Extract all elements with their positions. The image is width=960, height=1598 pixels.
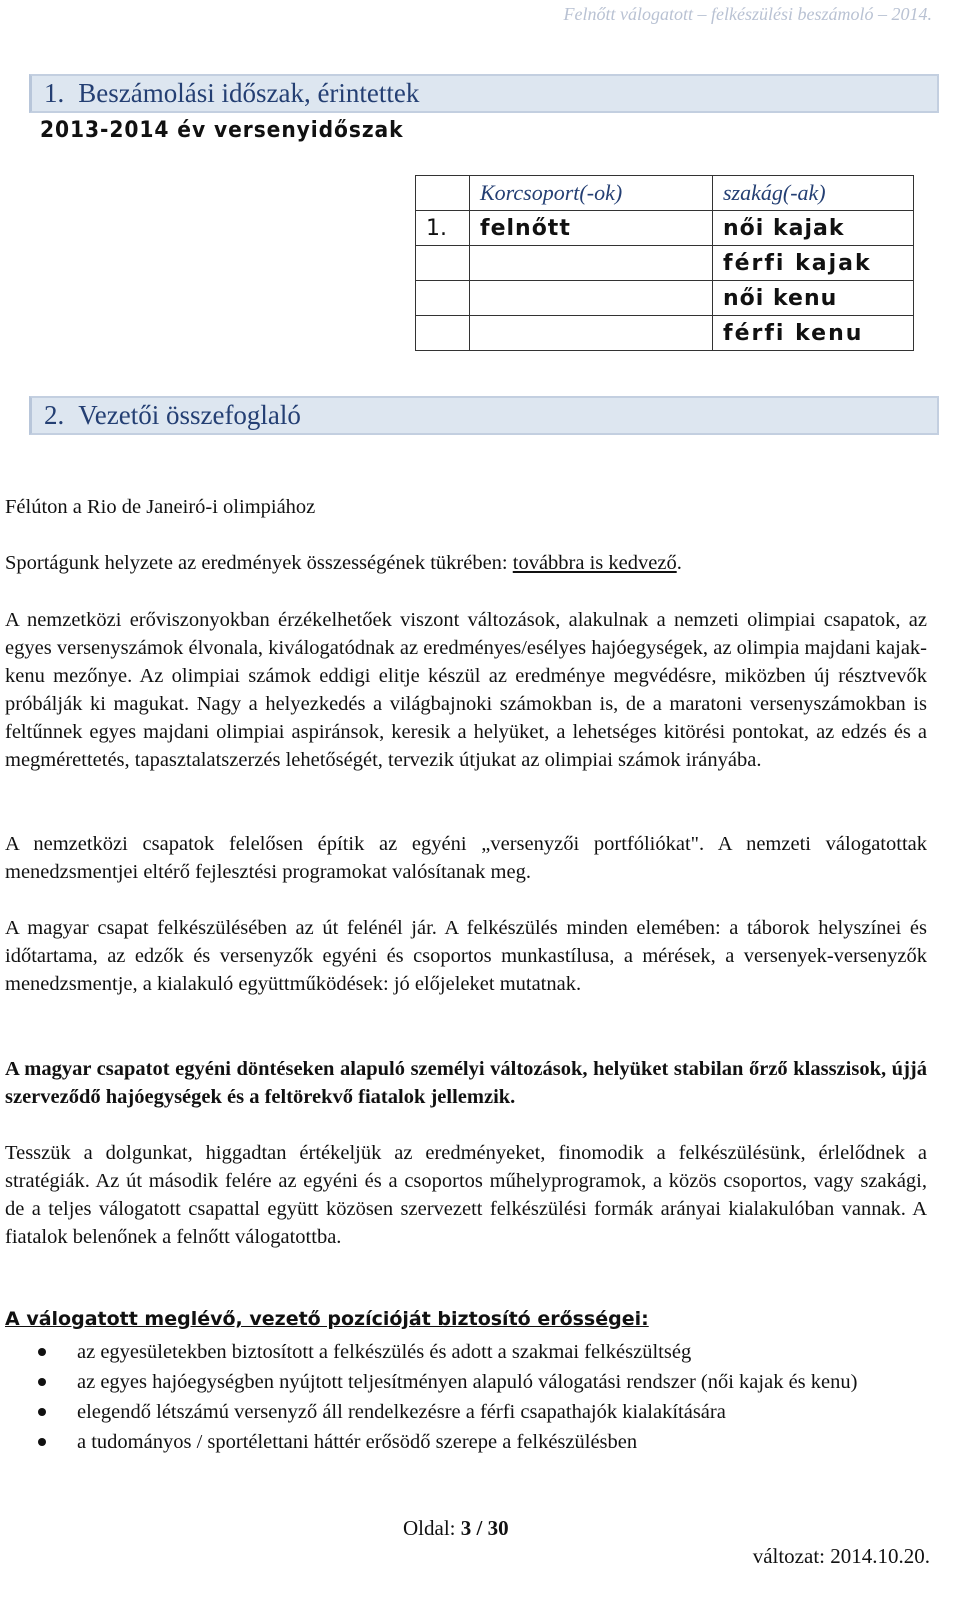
table-cell (416, 246, 470, 281)
section-number: 1. (44, 78, 65, 108)
strengths-list (0, 1338, 930, 1458)
table-header-cell: Korcsoport(-ok) (470, 176, 713, 211)
table-header-row (416, 176, 914, 211)
list-item-text: az egyes hajóegységben nyújtott teljesítményen alapuló válogatási rendszer (női kajak és kenu) (77, 1371, 858, 1393)
table-cell (416, 281, 470, 316)
paragraph-strategy: Tesszük a dolgunkat, higgadtan értékeljük az eredményeket, finomodik a felkészülésünk, érlelődnek a stratégiák. Az út második felére az egyéni és a csoportos műhelyprogramok, a közös csoportos, vagy szakági, de a teljes válogatott csapattal együtt közösen szervezett felkészülési formák arányai kialakulóban vannak. A fiatalok belenőnek a felnőtt válogatottba. (5, 1142, 927, 1248)
paragraph-preparation: A magyar csapat felkészülésében az út felénél jár. A felkészülés minden elemében: a táborok helyszínei és időtartama, az edzők és versenyzők egyéni és csoportos munkastílusa, a mérések, a versenyek-versenyzők menedzsmentje, a kialakuló együttműködések: jó előjeleket mutatnak. (5, 917, 927, 995)
section-title: Beszámolási időszak, érintettek (78, 78, 420, 108)
paragraph-team-summary: A magyar csapatot egyéni döntéseken alapuló személyi változások, helyüket stabilan őrző klasszisok, újjá szerveződő hajóegységek és a feltörekvő fiatalok jellemzik. (5, 1058, 927, 1108)
list-item (0, 1368, 930, 1396)
table-header-cell (416, 176, 470, 211)
age-group-table (415, 175, 914, 351)
bullet-icon (38, 1378, 46, 1386)
list-item (0, 1338, 930, 1366)
page-count: 3 / 30 (460, 1516, 509, 1540)
table-row (416, 211, 914, 246)
paragraph-portfolios: A nemzetközi csapatok felelősen építik az egyéni „versenyzői portfóliókat". A nemzeti válogatottak menedzsmentjei eltérő fejlesztési programokat valósítanak meg. (5, 833, 927, 883)
bullet-icon (38, 1348, 46, 1356)
section-heading-1 (29, 74, 939, 113)
strengths-title: A válogatott meglévő, vezető pozícióját biztosító erősségei: (5, 1308, 649, 1330)
paragraph-international: A nemzetközi erőviszonyokban érzékelhetőek viszont változások, alakulnak a nemzeti olimpiai csapatok, az egyes versenyszámok élvonala, kiválogatódnak az eredményes/esélyes hajóegységek, az olimpia majdani kajak-kenu mezőnye. Az olimpiai számok eddigi elitje készül az eredménye megvédésre, miközben új résztvevők próbálják ki magukat. Nagy a helyezkedés a világbajnoki számokban is, de a maratoni versenyszámokban is feltűnnek egyes majdani olimpiai aspiránsok, keresik a helyüket, a lehetséges kitörési pontokat, az edzés és a megmérettetés, tapasztalatszerzés lehetőségét, tervezik útjukat az olimpiai számok irányába. (5, 609, 927, 771)
page-label: Oldal: (403, 1516, 461, 1540)
status-highlight: továbbra is kedvező (512, 552, 677, 574)
table-row (416, 281, 914, 316)
version-label: változat: 2014.10.20. (752, 1544, 930, 1568)
list-item-text: az egyesületekben biztosított a felkészülés és adott a szakmai felkészültség (77, 1341, 692, 1363)
list-item (0, 1428, 930, 1456)
table-cell: férfi kenu (713, 316, 914, 351)
table-cell: 1. (416, 211, 470, 246)
table-cell (416, 316, 470, 351)
table-cell (470, 281, 713, 316)
list-item (0, 1398, 930, 1426)
list-item-text: elegendő létszámú versenyző áll rendelkezésre a férfi csapathajók kialakítására (77, 1401, 726, 1423)
table-cell: felnőtt (470, 211, 713, 246)
table-cell (470, 316, 713, 351)
section-title: Vezetői összefoglaló (78, 400, 301, 430)
table-row (416, 316, 914, 351)
section-heading-2 (29, 396, 939, 435)
bullet-icon (38, 1408, 46, 1416)
section-number: 2. (44, 400, 65, 430)
table-cell: férfi kajak (713, 246, 914, 281)
page-number (403, 1516, 509, 1541)
table-header-cell: szakág(-ak) (713, 176, 914, 211)
table-cell: női kajak (713, 211, 914, 246)
status-lead: Sportágunk helyzete az eredmények összességének tükrében: (5, 552, 513, 574)
list-item-text: a tudományos / sportélettani háttér erősödő szerepe a felkészülésben (77, 1431, 638, 1453)
table-row (416, 246, 914, 281)
paragraph-status (5, 549, 927, 577)
table-cell (470, 246, 713, 281)
paragraph-intro: Félúton a Rio de Janeiró-i olimpiához (5, 496, 316, 518)
running-header: Felnőtt válogatott – felkészülési beszámoló – 2014. (563, 4, 932, 24)
bullet-icon (38, 1438, 46, 1446)
status-end: . (676, 552, 682, 574)
period-subtitle: 2013-2014 év versenyidőszak (40, 118, 404, 143)
table-cell: női kenu (713, 281, 914, 316)
